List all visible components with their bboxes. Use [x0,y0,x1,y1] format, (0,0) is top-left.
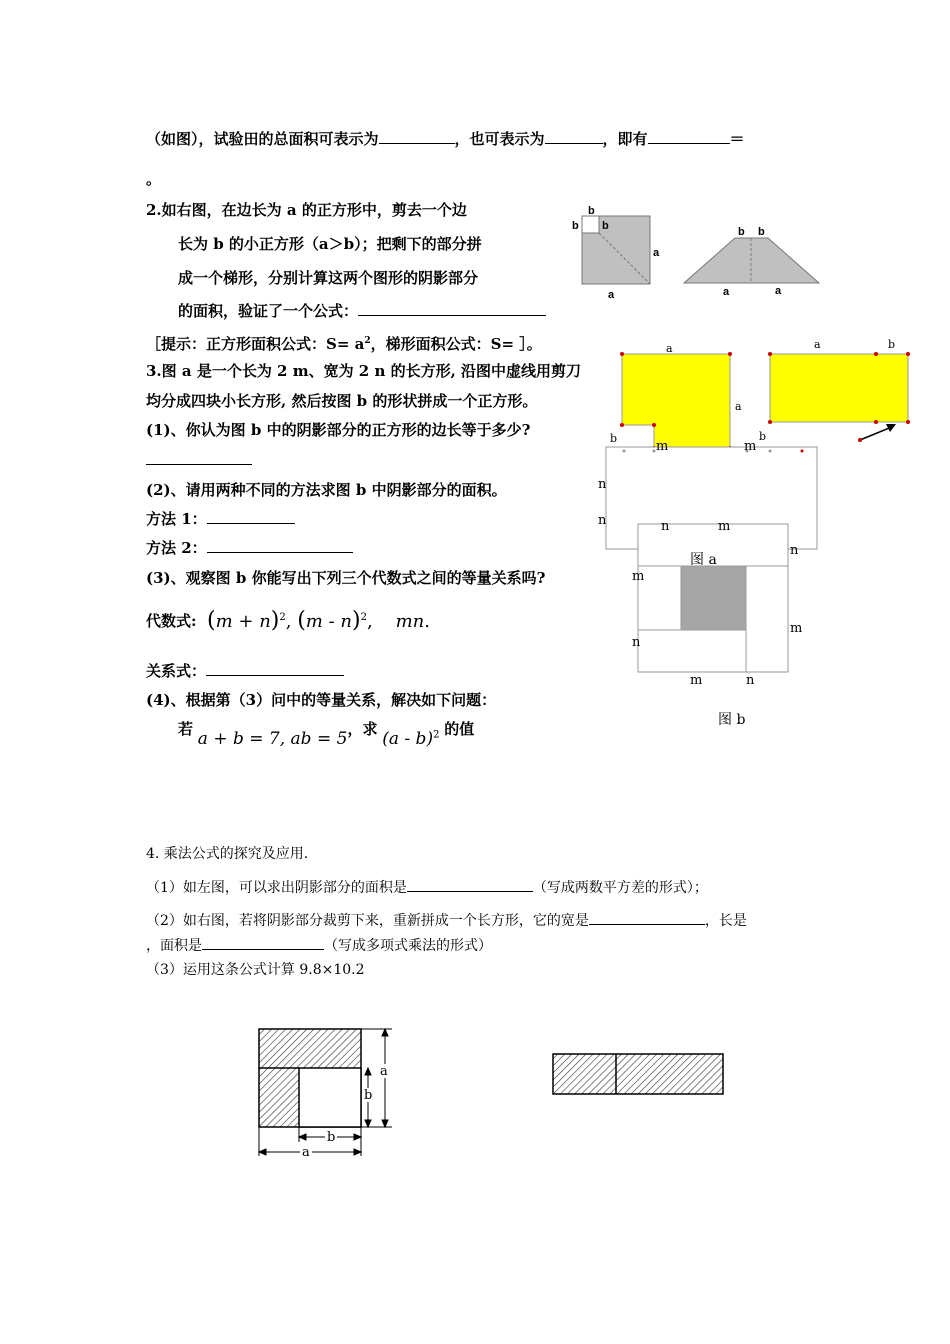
q2-line2: 长为 b 的小正方形（a＞b）；把剩下的部分拼 [178,235,482,253]
q3-expr1: m + n [215,611,271,632]
q3-fb-m-bot: m [690,673,703,688]
q3-part4-ruo: 若 [178,720,194,738]
q3-method2-label: 方法 2： [146,539,207,557]
q3-yellow-shape-right [768,352,910,442]
q4-part2-cont [146,934,492,955]
q3-alg-label: 代数式: [146,612,197,630]
q2-label-b-inner: b [602,220,609,232]
q3-part1: (1)、你认为图 b 中的阴影部分的正方形的边长等于多少? [146,421,531,439]
q3-fb-m-l: m [632,569,645,584]
q3-yellow-shape-left [620,352,732,450]
q3-figure-b-square [638,524,788,672]
q4-part2-c: ，面积是 [146,938,202,954]
q4-figures [250,1022,730,1162]
q3-relation-blank[interactable] [206,660,344,676]
q4-part2 [146,909,747,930]
q2-line4 [178,300,546,321]
q3-fb-n-l: n [632,635,641,650]
q3-ya-a1: a [666,342,673,355]
q4-part3: （3）运用这条公式计算 9.8×10.2 [146,962,365,978]
q3-part4-expr: a - b [388,729,427,749]
q2-hint-a: ［提示：正方形面积公式：S= a [146,335,365,353]
q3-expr2: m - n [305,611,352,632]
q2-square [582,216,650,284]
q3-part1-answer [146,449,252,469]
q4-part2-area-blank[interactable] [202,934,324,950]
q3-fb-m-top: m [718,519,731,534]
q3-figures [598,338,908,738]
q3-expr1-sq: 2 [279,612,286,623]
q1-end: 。 [146,170,162,188]
q2-line4-text: 的面积，验证了一个公式： [178,302,359,320]
q3-method2 [146,537,353,558]
q3-fb-shaded-square [681,566,746,630]
q4-part1-blank[interactable] [407,876,533,892]
q4-right-figure [553,1054,723,1094]
q3-relation [146,660,344,681]
q3-fa-n1: n [598,477,607,492]
q3-fb-n-r: n [790,543,799,558]
q1-line [146,128,745,149]
q4-part1-a: （1）如左图，可以求出阴影部分的面积是 [146,880,407,896]
q3-line1: 3.图 a 是一个长为 2 m、宽为 2 n 的长方形, 沿图中虚线用剪刀 [146,362,582,380]
q4-title: 4. 乘法公式的探究及应用. [146,846,309,862]
q2-figure [568,200,828,300]
q3-method2-blank[interactable] [207,537,353,553]
q3-fb-m-r: m [790,621,803,636]
q4-part1-b: （写成两数平方差的形式）； [532,880,708,896]
q3-expr3: mn [395,611,425,632]
q1-text-c: ，即有 [602,130,648,148]
q1-text-b: ，也可表示为 [454,130,545,148]
q2-trap-b2: b [758,226,765,238]
q3-method1-label: 方法 1： [146,510,207,528]
q3-alg-exprs: $(m + n)^2$, (m - n)$^2$, mn. [207,608,430,633]
q2-label-b-left: b [572,220,579,232]
q3-part2: (2)、请用两种不同的方法求图 b 中阴影部分的面积。 [146,481,507,499]
q2-trap-b1: b [738,226,745,238]
q3-ya-a3: a [814,338,821,351]
q3-method1 [146,508,295,529]
q2-trap-a1: a [723,286,730,298]
q3-part4-end: 的值 [444,720,475,738]
q3-ya-b2: b [888,338,896,351]
q4-left-figure [259,1029,361,1127]
q1-text-a: （如图），试验田的总面积可表示为 [146,130,379,148]
q3-fa-m1: m [656,439,669,454]
q4-label-b-right: b [364,1088,373,1103]
q4-part2-d: （写成多项式乘法的形式） [324,938,492,954]
q3-line2: 均分成四块小长方形, 然后按图 b 的形状拼成一个正方形。 [146,392,538,410]
q3-ya-a2: a [735,400,742,413]
q1-text-d: ＝ [729,130,745,148]
q3-relation-label: 关系式： [146,662,207,680]
q2-label-a-bottom: a [608,289,615,301]
q4-part2-width-blank[interactable] [589,909,705,925]
q3-part4: (4)、根据第（3）问中的等量关系，解决如下问题： [146,691,497,709]
q3-ya-b3: b [759,430,767,443]
q3-expr2-sq: 2 [360,612,367,623]
q3-fb-n-top: n [661,519,670,534]
q3-fa-m2: m [744,439,757,454]
q3-part4-cond: a + b = 7, ab = 5 [197,729,348,749]
q2-formula-blank[interactable] [358,300,546,316]
q2-hint-sup: 2 [364,336,371,346]
q4-part2-a: （2）如右图，若将阴影部分裁剪下来，重新拼成一个长方形，它的宽是 [146,913,589,929]
q2-hint-b: ，梯形面积公式：S= ］。 [370,335,542,353]
q4-part1 [146,876,708,897]
q3-fb-n-bot: n [746,673,755,688]
q4-label-a-bottom: a [302,1145,310,1160]
q2-line1: 2.如右图，在边长为 a 的正方形中，剪去一个边 [146,201,467,219]
q2-label-a-right: a [653,247,660,259]
q3-ya-b1: b [610,432,618,445]
q3-fa-n2: n [598,513,607,528]
q4-part2-b: ，长是 [704,913,747,929]
q3-part3: (3)、观察图 b 你能写出下列三个代数式之间的等量关系吗? [146,569,546,587]
q2-trap-a2: a [775,285,782,297]
q4-label-b-bottom: b [327,1130,336,1145]
q2-label-b-top: b [588,205,595,217]
q2-line3: 成一个梯形，分别计算这两个图形的阴影部分 [178,269,479,287]
q2-trapezoid [684,238,819,283]
q3-part4-qiu: ，求 [347,720,378,738]
q3-part1-blank[interactable] [146,449,252,465]
q3-fig-a-caption: 图 a [690,552,717,568]
q3-method1-blank[interactable] [207,508,295,524]
q1-blank-2[interactable] [545,128,603,144]
q2-hint [146,333,542,354]
q4-label-a-right: a [380,1064,388,1079]
q4-cut-square [299,1068,361,1127]
q3-part4-sq: 2 [433,729,440,741]
q1-blank-3[interactable] [648,128,730,144]
q1-blank-1[interactable] [379,128,455,144]
q3-fig-b-caption: 图 b [718,712,746,728]
q3-part4-problem: 若 a + b = 7, ab = 5，求 (a - b)$^2$ 的值 [178,720,475,749]
